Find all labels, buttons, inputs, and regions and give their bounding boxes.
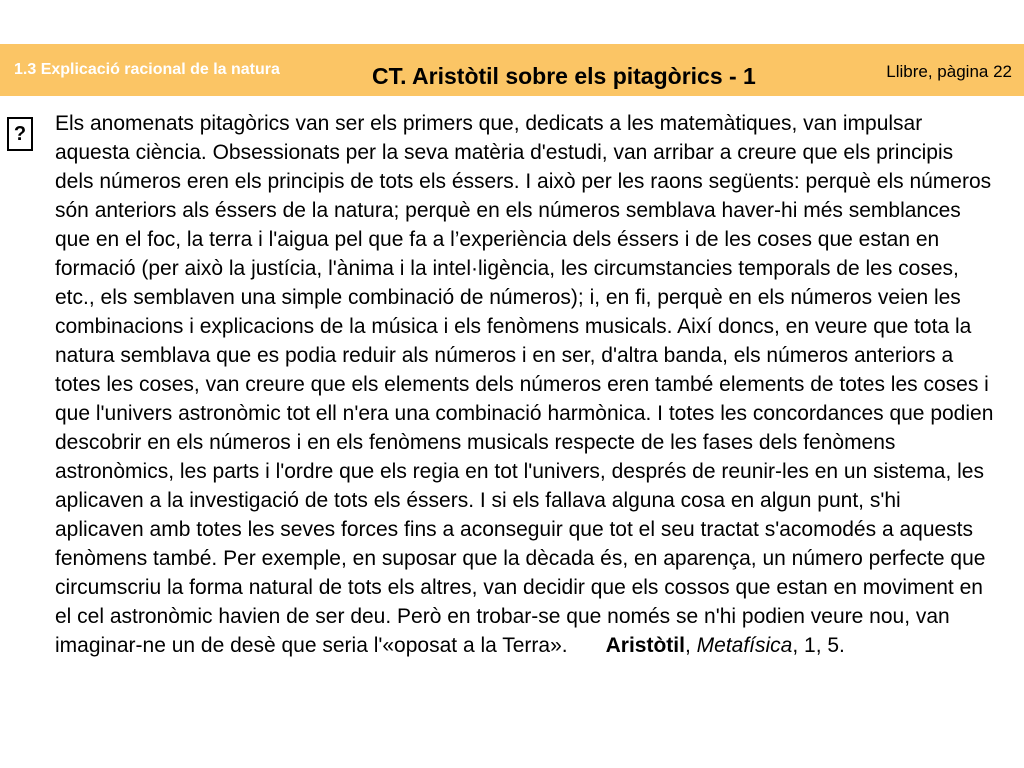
citation-separator: , [684, 634, 697, 657]
book-page-reference: Llibre, pàgina 22 [886, 62, 1012, 81]
citation-reference: , 1, 5. [792, 634, 845, 657]
section-label: 1.3 Explicació racional de la natura [14, 61, 280, 78]
question-marker-box[interactable]: ? [7, 117, 33, 151]
header-band [0, 44, 1024, 96]
citation-author: Aristòtil [605, 634, 685, 657]
slide-title: CT. Aristòtil sobre els pitagòrics - 1 [372, 63, 756, 89]
citation-work: Metafísica [696, 634, 793, 657]
quotation-text: Els anomenats pitagòrics van ser els primers que, dedicats a les matemàtiques, van impulsar aquesta ciència. Obsessionats per la seva matèria d'estudi, van arribar a creure que els principis dels números eren els principis de tots els éssers. I això per les raons següents: perquè els números són anteriors als éssers de la natura; perquè en els números semblava haver-hi més semblances que en el foc, la terra i l'aigua pel que fa a l’experiència dels éssers i de les coses que estan en formació (per això la justícia, l'ànima i la intel·ligència, les circumstancies temporals de les coses, etc., els semblaven una simple combinació de números); i, en fi, perquè en els números veien les combinacions i explicacions de la música i els fenòmens musicals. Així doncs, en veure que tota la natura semblava que es podia reduir als números i en ser, d'altra banda, els números anteriors a totes les coses, van creure que els elements dels números eren també elements de totes les coses i que l'univers astronòmic tot ell n'era una combinació harmònica. I totes les concordances que podien descobrir en els números i en els fenòmens musicals respecte de les fases dels fenòmens astronòmics, les parts i l'ordre que els regia en tot l'univers, després de reunir-les en un sistema, les aplicaven a la investigació de tots els éssers. I si els fallava alguna cosa en algun punt, s'hi aplicaven amb totes les seves forces fins a aconseguir que tot el seu tractat s'acomodés a aquests fenòmens també. Per exemple, en suposar que la dècada és, en aparença, un número perfecte que circumscriu la forma natural de tots els altres, van decidir que els cossos que estan en moviment en el cel astronòmic havien de ser deu. Però en trobar-se que només se n'hi podien veure nou, van imaginar-ne un de desè que seria l'«oposat a la Terra». [55, 112, 994, 657]
quotation-paragraph [55, 109, 995, 660]
